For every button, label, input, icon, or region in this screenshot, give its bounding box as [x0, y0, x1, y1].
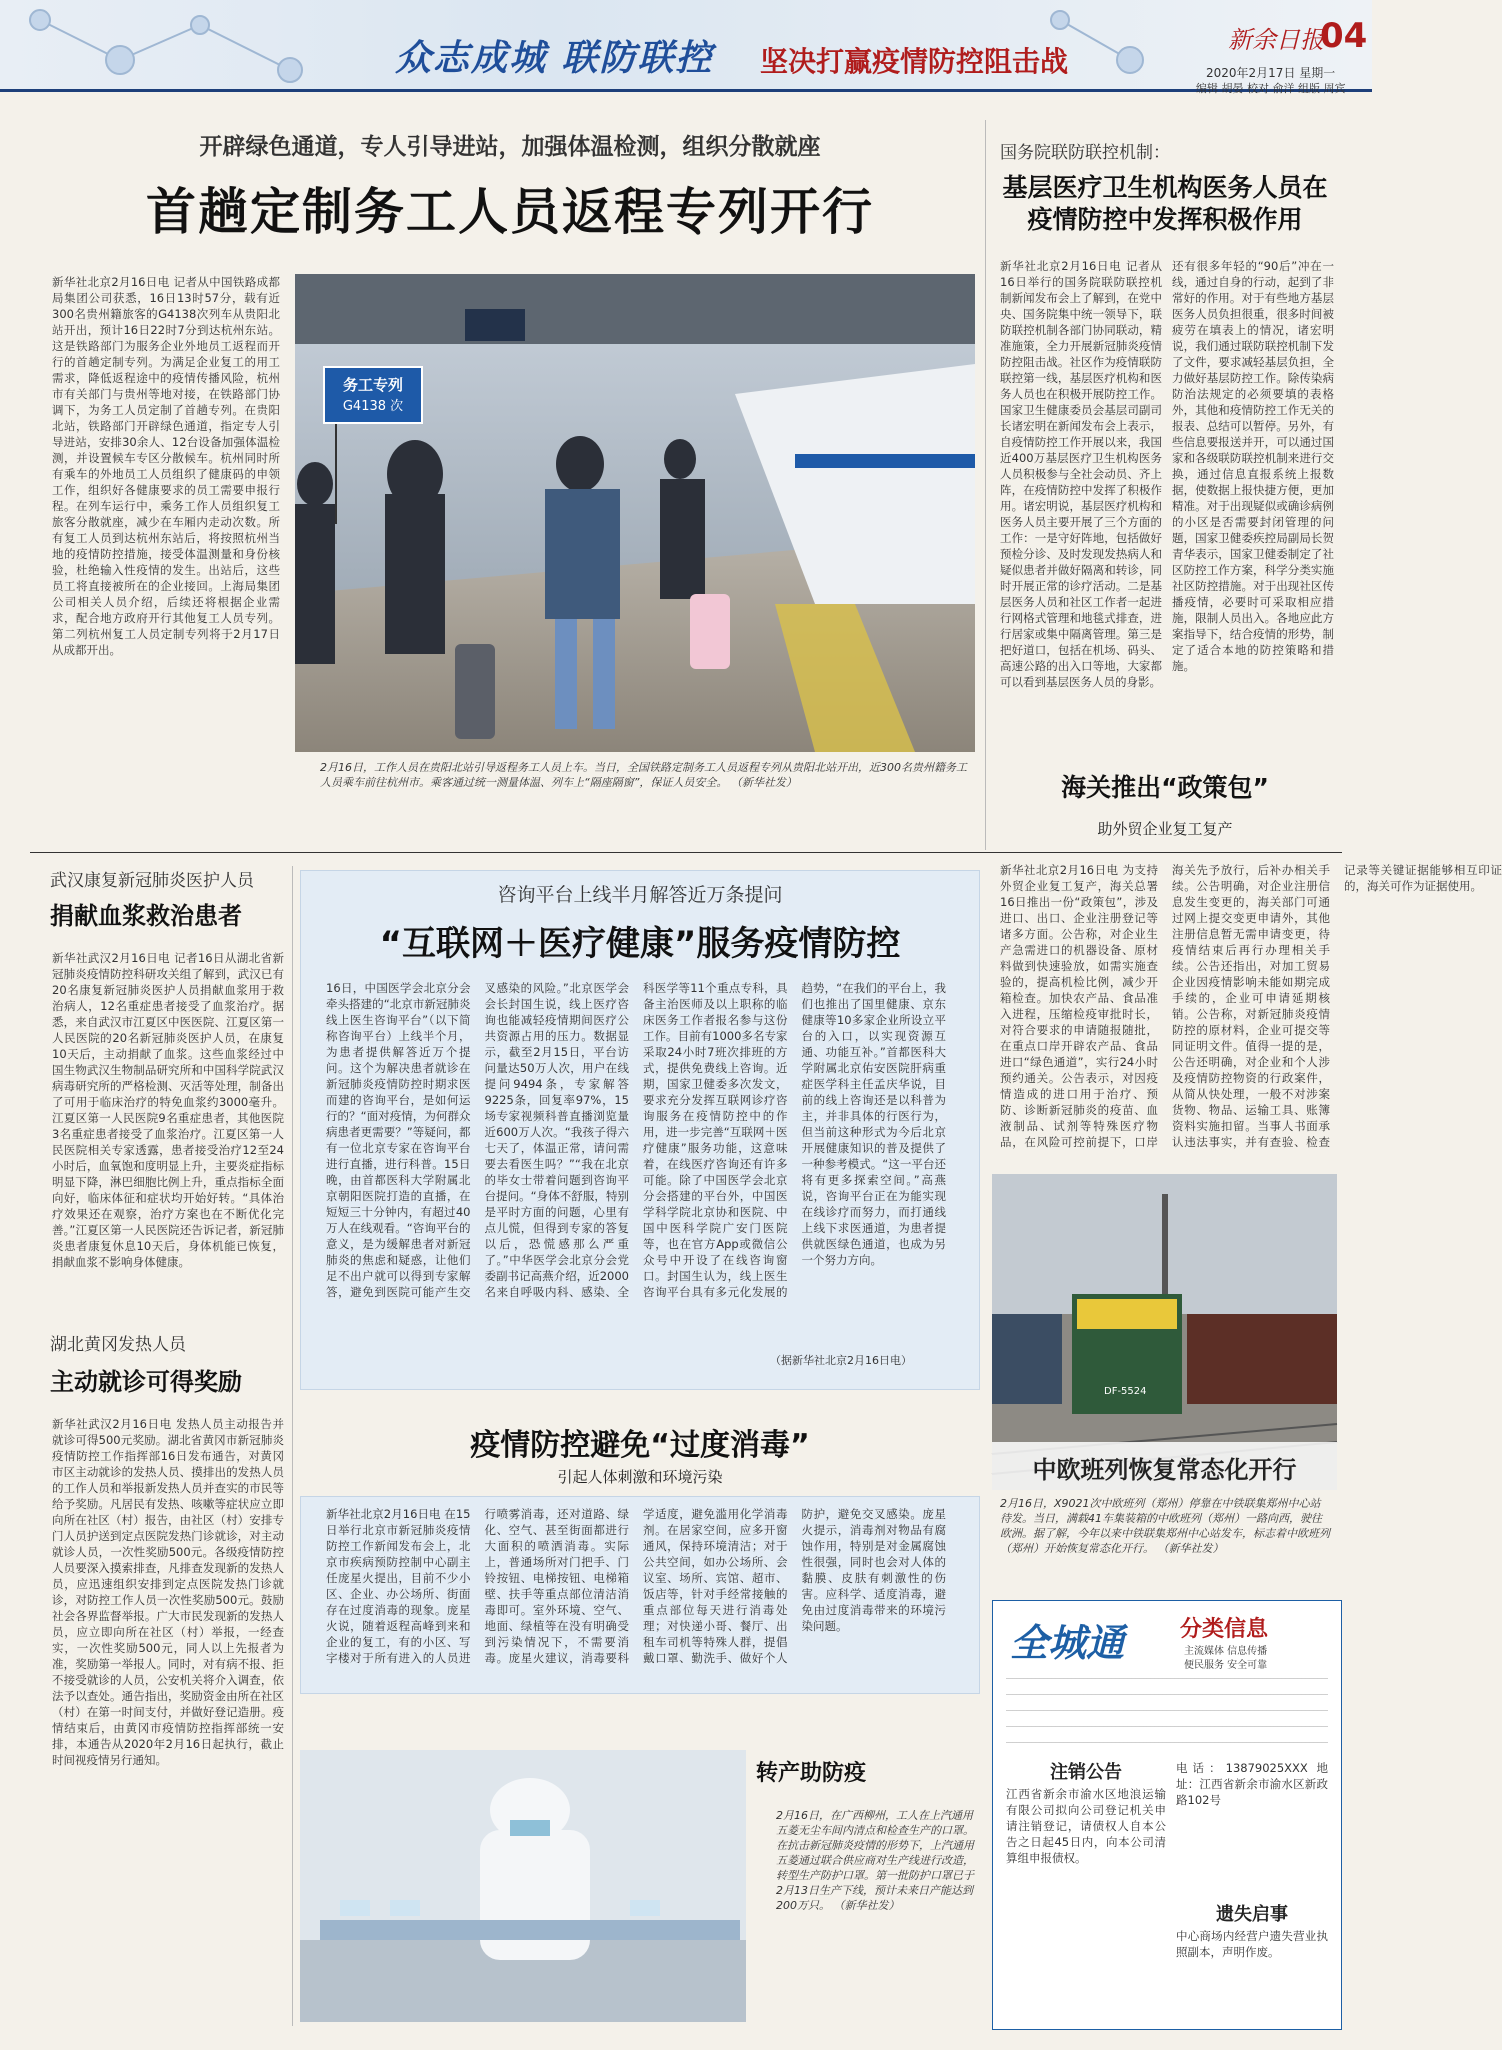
production-caption-credit: （新华社发）	[833, 1899, 900, 1912]
classified-title: 全城通	[1010, 1621, 1125, 1665]
factory-worker-illustration	[300, 1750, 746, 2022]
notice-body: 江西省新余市渝水区地浪运输有限公司拟向公司登记机关申请注销登记，请债权人自本公告之日起45日内，向本公司清算组申报债权。	[1006, 1787, 1166, 1865]
train-caption-text: 2月16日，X9021次中欧班列（郑州）停靠在中铁联集郑州中心站待发。当日，满载41车集装箱的中欧班列（郑州）一路向西，驶往欧洲。据了解，今年以来中铁联集郑州中心站发车，标志着中欧班列（郑州）开始恢复常态化开行。	[1000, 1497, 1330, 1555]
fever-story-headline: 主动就诊可得奖励	[50, 1368, 242, 1396]
paper-name: 新余日报	[1228, 26, 1324, 54]
internet-kicker: 咨询平台上线半月解答近万条提问	[497, 884, 783, 906]
state-council-headline: 基层医疗卫生机构医务人员在疫情防控中发挥积极作用	[1002, 173, 1328, 234]
state-council-label: 国务院联防联控机制：	[1000, 143, 1170, 163]
blood-story-label: 武汉康复新冠肺炎医护人员	[50, 871, 254, 891]
lead-caption-credit: （新华社发）	[730, 776, 797, 789]
internet-credit: （据新华社北京2月16日电）	[770, 1354, 912, 1367]
classified-tag2: 便民服务 安全可靠	[1184, 1660, 1268, 1671]
classified-listings	[1006, 1678, 1328, 1748]
mask-production-photo	[300, 1750, 746, 2022]
column-divider	[985, 120, 986, 850]
masthead-slogan-red: 坚决打赢疫情防控阻击战	[760, 45, 1069, 78]
customs-body: 新华社北京2月16日电 为支持外贸企业复工复产，海关总署16日推出一份“政策包”，涉及进口、出口、企业注册登记等诸多方面。公告称，对企业生产急需进口的机器设备、原材料做到快速验放，如需实施查验的，提高机检比例，减少开箱检查。加快农产品、食品准入进程，压缩检疫审批时长，对符合要求的申请随报随批，在重点口岸开辟农产品、食品进口“绿色通道”，实行24小时预约通关。公告表示，对因疫情造成的进口用于治疗、预防、诊断新冠肺炎的疫苗、血液制品、试剂等特殊医疗物品，在风险可控前提下，口岸海关先予放行，后补办相关手续。公告明确，对企业注册信息发生变更的，海关部门可通过网上提交变更申请外，其他注册信息暂无需申请变更，待疫情结束后再行办理相关手续。公告还指出，对加工贸易企业因疫情影响未能如期完成手续的，企业可申请延期核销。公告称，对新冠肺炎疫情防控的原材料，企业可提交等同证明文件。值得一提的是，公告还明确，对企业和个人涉及疫情防控物资的行政案件，从简从快处理，一般不对涉案货物、物品、运输工具、账簿资料实施扣留。当事人书面承认违法事实，并有查验、检查记录等关键证据能够相互印证的，海关可作为证据使用。	[1000, 863, 1502, 1149]
disinfect-headline: 疫情防控避免“过度消毒”	[470, 1428, 810, 1463]
masthead	[0, 0, 1372, 95]
lead-photo-caption	[320, 760, 970, 808]
locomotive-number: DF-5524	[1104, 1386, 1147, 1397]
train-caption-credit: （新华社发）	[1157, 1542, 1224, 1555]
masthead-slogan-blue: 众志成城 联防联控	[395, 38, 714, 79]
train-freight-photo	[992, 1174, 1337, 1490]
lead-body: 新华社北京2月16日电 记者从中国铁路成都局集团公司获悉，16日13时57分，载有近300名贵州籍旅客的G4138次列车从贵阳北站开出，预计16日22时7分到达杭州东站。这是铁路部门为服务企业外地员工返程而开行的首趟定制专列。为满足企业复工的用工需求，降低返程途中的疫情传播风险，杭州市有关部门与贵州等地对接，在铁路部门协调下，为务工人员定制了首趟专列。在贵阳北站，铁路部门开辟绿色通道，指定专人引导进站，安排30余人、12台设备加强体温检测，并设置候车专区分散候车。杭州同时所有乘车的外地员工人员组织了健康码的申领工作，组织好各健康要求的员工需要申报行程。在列车运行中，乘务工作人员组织复工旅客分散就座，减少在车厢内走动次数。所有复工人员到达杭州东站后，将按照杭州当地的疫情防控措施，接受体温测量和身份核验，杜绝输入性疫情的发生。出站后，这些员工将直接被所在的企业接回。上海局集团公司相关人员介绍，后续还将根据企业需求，配合地方政府开行其他复工人员专列。第二列杭州复工人员定制专列将于2月17日从成都开出。	[52, 275, 280, 657]
notice-contact: 电话：13879025XXX 地址：江西省新余市渝水区新政路102号	[1176, 1761, 1328, 1807]
disinfect-body: 新华社北京2月16日电 在15日举行北京市新冠肺炎疫情防控工作新闻发布会上，北京市疾病预防控制中心副主任庞星火提出，目前不少小区、企业、办公场所、街面存在过度消毒的现象。庞星火说，随着返程高峰到来和企业的复工，有的小区、写字楼对于所有进入的人员进行喷雾消毒，还对道路、绿化、空气、甚至街面都进行大面积的喷洒消毒。实际上，普通场所对门把手、门铃按钮、电梯按钮、电梯箱壁、扶手等重点部位清洁消毒即可。室外环境、空气、地面、绿植等在没有明确受到污染情况下，不需要消毒。庞星火建议，消毒要科学适度，避免滥用化学消毒剂。在居家空间，应多开窗通风，保持环境清洁；对于公共空间，如办公场所、会议室、场所、宾馆、超市、饭店等，针对手经常接触的重点部位每天进行消毒处理；对快递小哥、餐厅、出租车司机等特殊人群，提倡戴口罩、勤洗手、做好个人防护，避免交叉感染。庞星火提示，消毒剂对物品有腐蚀作用，特别是对金属腐蚀性很强，同时也会对人体的黏膜、皮肤有刺激性的伤害。应科学、适度消毒，避免由过度消毒带来的环境污染问题。	[326, 1507, 946, 1665]
internet-headline: “互联网＋医疗健康”服务疫情防控	[379, 924, 901, 964]
lead-photo	[295, 274, 975, 752]
lead-headline: 首趟定制务工人员返程专列开行	[146, 183, 874, 241]
train-sign	[323, 366, 423, 424]
customs-headline: 海关推出“政策包”	[1061, 773, 1269, 802]
train-sign-sub: G4138 次	[342, 399, 404, 414]
production-caption-text: 2月16日，在广西柳州，工人在上汽通用五菱无尘车间内清点和检查生产的口罩。在抗击新冠肺炎疫情的形势下，上汽通用五菱通过联合供应商对生产线进行改造，转型生产防护口罩。第一批防护口罩已于2月13日生产下线，预计未来日产能达到200万只。	[776, 1809, 974, 1912]
state-council-body-left: 新华社北京2月16日电 记者从16日举行的国务院联防联控机制新闻发布会上了解到，在党中央、国务院集中统一领导下，联防联控机制各部门协同联动，精准施策，全力开展新冠肺炎疫情防控阻击战。社区作为疫情联防联控第一线，基层医疗机构和医务人员也在积极开展防控工作。国家卫生健康委员会基层司副司长诸宏明在新闻发布会上表示，自疫情防控工作开展以来，我国近400万基层医疗卫生机构医务人员积极参与全社会动员、齐上阵，在疫情防控中发挥了积极作用。诸宏明说，基层医疗机构和医务人员主要开展了三个方面的工作：一是守好阵地，包括做好预检分诊、及时发现发热病人和疑似患者并做好隔离和转诊，同时开展正常的诊疗活动。二是基层医务人员和社区工作者一起进行网格式管理和地毯式排查，进行居家或集中隔离管理。第三是把好道口，包括在机场、码头、高速公路的出入口等地，大家都可以看到基层医务人员的身影。	[1000, 259, 1162, 689]
customs-subhead: 助外贸企业复工复产	[1097, 820, 1233, 838]
editor-credits: 编辑 胡晏 校对 俞洋 组版 周宾	[1196, 82, 1346, 95]
lead-kicker: 开辟绿色通道，专人引导进站，加强体温检测，组织分散就座	[199, 134, 821, 160]
blood-story-headline: 捐献血浆救治患者	[50, 902, 242, 930]
lost-notice-title: 遗失启事	[1216, 1904, 1288, 1925]
state-council-body-right: 还有很多年轻的“90后”冲在一线，通过自身的行动，起到了非常好的作用。对于有些地方基层医务人员负担很重，很多时间被疲劳在填表上的情况，诸宏明说，我们通过联防联控机制下发了文件，要求减轻基层负担，全力做好基层防控工作。除传染病防治法规定的必须要填的表格外，其他和疫情防控工作无关的报表、总结可以暂停。另外，有些信息要报送并开，可以通过国家和各级联防联控机制来进行交换，通过信息直报系统上报数据，使数据上报快捷方便，更加精准。对于出现疑似或确诊病例的小区是否需要封闭管理的问题，国家卫健委疾控局副局长贺青华表示，国家卫健委制定了社区防控工作方案，科学分类实施社区防控措施。对于出现社区传播疫情，必要时可采取相应措施，限制人员出入。各地应此方案指导下，结合疫情的形势，制定了适合本地的防控策略和措施。	[1172, 259, 1334, 673]
internet-body: 16日，中国医学会北京分会牵头搭建的“北京市新冠肺炎线上医生咨询平台”（以下简称咨询平台）上线半个月，为患者提供解答近万个提问。这个为解决患者就诊在新冠肺炎疫情防控时期求医而建的咨询平台，是如何运行的？“面对疫情，为何群众病患者更需要？”等疑问，都有一位北京专家在咨询平台进行直播，进行科普。15日晚，由首都医科大学附属北京朝阳医院打造的直播，在短短三十分钟内，有超过40万人在线观看。“咨询平台的意义，是为缓解患者对新冠肺炎的焦虑和疑惑，让他们足不出户就可以得到专家解答，避免到医院可能产生交叉感染的风险。”北京医学会会长封国生说，线上医疗咨询也能减轻疫情期间医疗公共资源占用的压力。数据显示，截至2月15日，平台访问量达50万人次，用户在线提问9494条，专家解答9225条，回复率97%，15场专家视频科普直播浏览量近600万人次。“我孩子得六七天了，体温正常，请问需要去看医生吗？”“我在北京的毕女士带着问题到咨询平台提问。“身体不舒服，特别是平时方面的问题，心里有点儿慌，但得到专家的答复以后，恐慌感那么严重了。”中华医学会北京分会党委副书记高燕介绍，近2000名来自呼吸内科、感染、全科医学等11个重点专科，具备主治医师及以上职称的临床医务工作者报名参与这份工作。目前有1000多名专家采取24小时7班次排班的方式，提供免费线上咨询。近期，国家卫健委多次发文，要求充分发挥互联网诊疗咨询服务在疫情防控中的作用，进一步完善“互联网＋医疗健康”服务功能，这意味着，在线医疗咨询还有许多可能。除了中国医学会北京分会搭建的平台外，中国医学科学院北京协和医院、中国中医科学院广安门医院等，也在官方App或微信公众号中开设了在线咨询窗口。封国生认为，线上医生咨询平台具有多元化发展的趋势，“在我们的平台上，我们也推出了国里健康、京东健康等10多家企业所设立平台的入口，以实现资源互通、功能互补。”首都医科大学附属北京佑安医院肝病重症医学科主任孟庆华说，目前的线上咨询还是以科普为主，并非具体的行医行为，但当前这种形式为今后北京开展健康知识的普及提供了一种参考模式。“这一平台还将有更多探索空间。”高燕说，咨询平台正在为能实现在线诊疗而努力，而打通线上线下求医通道，为患者提供就医绿色通道，也成为另一个努力方向。	[326, 981, 946, 1299]
train-sign-title: 务工专列	[342, 376, 403, 394]
left-column-divider	[292, 866, 293, 2026]
classified-tag1: 主流媒体 信息传播	[1184, 1646, 1268, 1657]
fever-story-body: 新华社武汉2月16日电 发热人员主动报告并就诊可得500元奖励。湖北省黄冈市新冠肺炎疫情防控工作指挥部16日发布通告，对黄冈市区主动就诊的发热人员、摸排出的发热人员的工作人员和举报新发热人员并查实的市民等给予奖励。凡居民有发热、咳嗽等症状应立即向所在社区（村）报告，由社区（村）安排专门人员护送到定点医院发热门诊就诊，对主动就诊人员，一次性奖励500元。各级疫情防控人员要深入摸索排查，凡排查发现新的发热人员，应迅速组织安排到定点医院发热门诊就诊，对防控工作人员一次性奖励500元。鼓励社会各界监督举报。广大市民发现新的发热人员，应立即向所在社区（村）举报，一经查实，一次性奖励500元，同人以上先报者为准，奖励第一举报人。同时，对有病不报、拒不接受就诊的人员，公安机关将介入调查，依法予以查处。通告指出，奖励资金由所在社区（村）在第一时间支付，并做好登记造册。疫情结束后，由黄冈市疫情防控指挥部统一安排，本通告从2020年2月16日起执行，截止时间视疫情另行通知。	[52, 1417, 284, 1767]
issue-date: 2020年2月17日 星期一	[1206, 66, 1336, 80]
blood-story-body: 新华社武汉2月16日电 记者16日从湖北省新冠肺炎疫情防控科研攻关组了解到，武汉已有20名康复新冠肺炎医护人员捐献血浆用于救治病人，12名重症患者接受了血浆治疗。据悉，来自武汉市江夏区中医医院、江夏区第一人民医院的20名新冠肺炎医护人员，在康复10天后，主动捐献了血浆。这些血浆经过中国生物武汉生物制品研究所和中国科学院武汉病毒研究所的严格检测、灭活等处理，制备出了可用于临床治疗的特免血浆约3000毫升。江夏区第一人民医院9名重症患者，其他医院3名重症患者接受了血浆治疗。江夏区第一人民医院相关专家透露，患者接受治疗12至24小时后，血氧饱和度明显上升，主要炎症指标明显下降，淋巴细胞比例上升，重点指标全面向好，临床体征和症状均开始好转。“具体治疗效果还在观察，治疗方案也在不断优化完善。”江夏区第一人民医院还告诉记者，新冠肺炎患者康复休息10天后，身体机能已恢复，捐献血浆不影响身体健康。	[52, 951, 284, 1269]
page-number: 04	[1320, 16, 1368, 56]
section-rule	[30, 852, 1342, 853]
fever-story-label: 湖北黄冈发热人员	[50, 1335, 186, 1355]
lead-caption-text: 2月16日，工作人员在贵阳北站引导返程务工人员上车。当日，全国铁路定制务工人员返程专列从贵阳北站开出，近300名贵州籍务工人员乘车前往杭州市。乘客通过统一测量体温、列车上“隔座隔窗”，保证人员安全。	[320, 761, 967, 789]
disinfect-subhead: 引起人体刺激和环境污染	[557, 1468, 723, 1486]
notice-title: 注销公告	[1050, 1762, 1122, 1783]
train-photo-caption	[1000, 1496, 1330, 1556]
production-caption	[776, 1808, 974, 2018]
production-headline: 转产助防疫	[756, 1761, 867, 1786]
train-photo-headline: 中欧班列恢复常态化开行	[1032, 1456, 1297, 1484]
classified-title-right: 分类信息	[1180, 1617, 1269, 1642]
lost-notice-body: 中心商场内经营户遗失营业执照副本，声明作废。	[1176, 1929, 1328, 1959]
train-platform-illustration	[295, 274, 975, 752]
